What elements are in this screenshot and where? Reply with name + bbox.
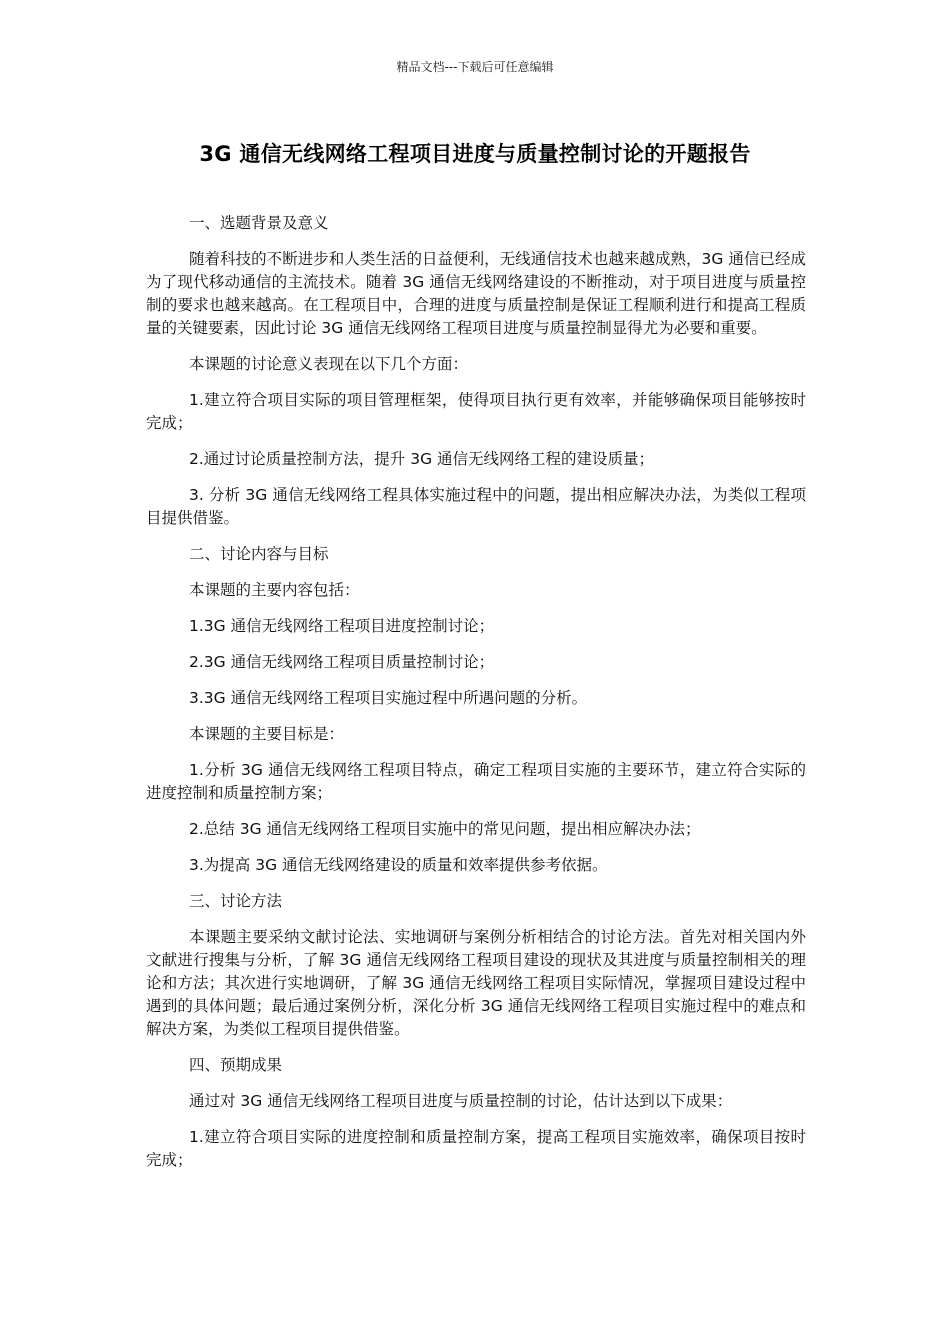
list-item-goal-3: 3.为提高 3G 通信无线网络建设的质量和效率提供参考依据。: [189, 856, 608, 874]
section-heading-expected-results: 四、预期成果: [189, 1056, 283, 1074]
document-body: [146, 212, 806, 1185]
paragraph-background: 随着科技的不断进步和人类生活的日益便利，无线通信技术也越来越成熟，3G 通信已经成为了现代移动通信的主流技术。随着 3G 通信无线网络建设的不断推动，对于项目进度与质量控制的要求也越来越高。在工程项目中，合理的进度与质量控制是保证工程顺利进行和提高工程质量的关键要素，因此讨论 3G 通信无线网络工程项目进度与质量控制显得尤为必要和重要。: [146, 250, 806, 337]
list-item-result-1: 1.建立符合项目实际的进度控制和质量控制方案，提高工程项目实施效率，确保项目按时完成；: [146, 1128, 806, 1169]
paragraph-significance-intro: 本课题的讨论意义表现在以下几个方面：: [189, 355, 469, 373]
paragraph-results-intro: 通过对 3G 通信无线网络工程项目进度与质量控制的讨论，估计达到以下成果：: [189, 1092, 733, 1110]
section-heading-methods: 三、讨论方法: [189, 892, 283, 910]
list-item-goal-1: 1.分析 3G 通信无线网络工程项目特点，确定工程项目实施的主要环节，建立符合实际的进度控制和质量控制方案；: [146, 761, 806, 802]
list-item-significance-3: 3. 分析 3G 通信无线网络工程具体实施过程中的问题，提出相应解决办法，为类似工程项目提供借鉴。: [146, 486, 806, 527]
document-title: 3G 通信无线网络工程项目进度与质量控制讨论的开题报告: [199, 142, 751, 166]
paragraph-methods: 本课题主要采纳文献讨论法、实地调研与案例分析相结合的讨论方法。首先对相关国内外文献进行搜集与分析，了解 3G 通信无线网络工程项目建设的现状及其进度与质量控制相关的理论和方法；其次进行实地调研，了解 3G 通信无线网络工程项目实际情况，掌握项目建设过程中遇到的具体问题；最后通过案例分析，深化分析 3G 通信无线网络工程项目实施过程中的难点和解决方案，为类似工程项目提供借鉴。: [146, 928, 806, 1038]
list-item-goal-2: 2.总结 3G 通信无线网络工程项目实施中的常见问题，提出相应解决办法；: [189, 820, 701, 838]
list-item-content-1: 1.3G 通信无线网络工程项目进度控制讨论；: [189, 617, 495, 635]
page-header: 精品文档---下载后可任意编辑: [396, 60, 554, 74]
section-heading-content-goals: 二、讨论内容与目标: [189, 545, 329, 563]
list-item-content-2: 2.3G 通信无线网络工程项目质量控制讨论；: [189, 653, 495, 671]
section-heading-background: 一、选题背景及意义: [189, 214, 329, 232]
paragraph-content-intro: 本课题的主要内容包括：: [189, 581, 360, 599]
paragraph-goals-intro: 本课题的主要目标是：: [189, 725, 345, 743]
list-item-content-3: 3.3G 通信无线网络工程项目实施过程中所遇问题的分析。: [189, 689, 588, 707]
list-item-significance-2: 2.通过讨论质量控制方法，提升 3G 通信无线网络工程的建设质量；: [189, 450, 655, 468]
list-item-significance-1: 1.建立符合项目实际的项目管理框架，使得项目执行更有效率，并能够确保项目能够按时完成；: [146, 391, 806, 432]
